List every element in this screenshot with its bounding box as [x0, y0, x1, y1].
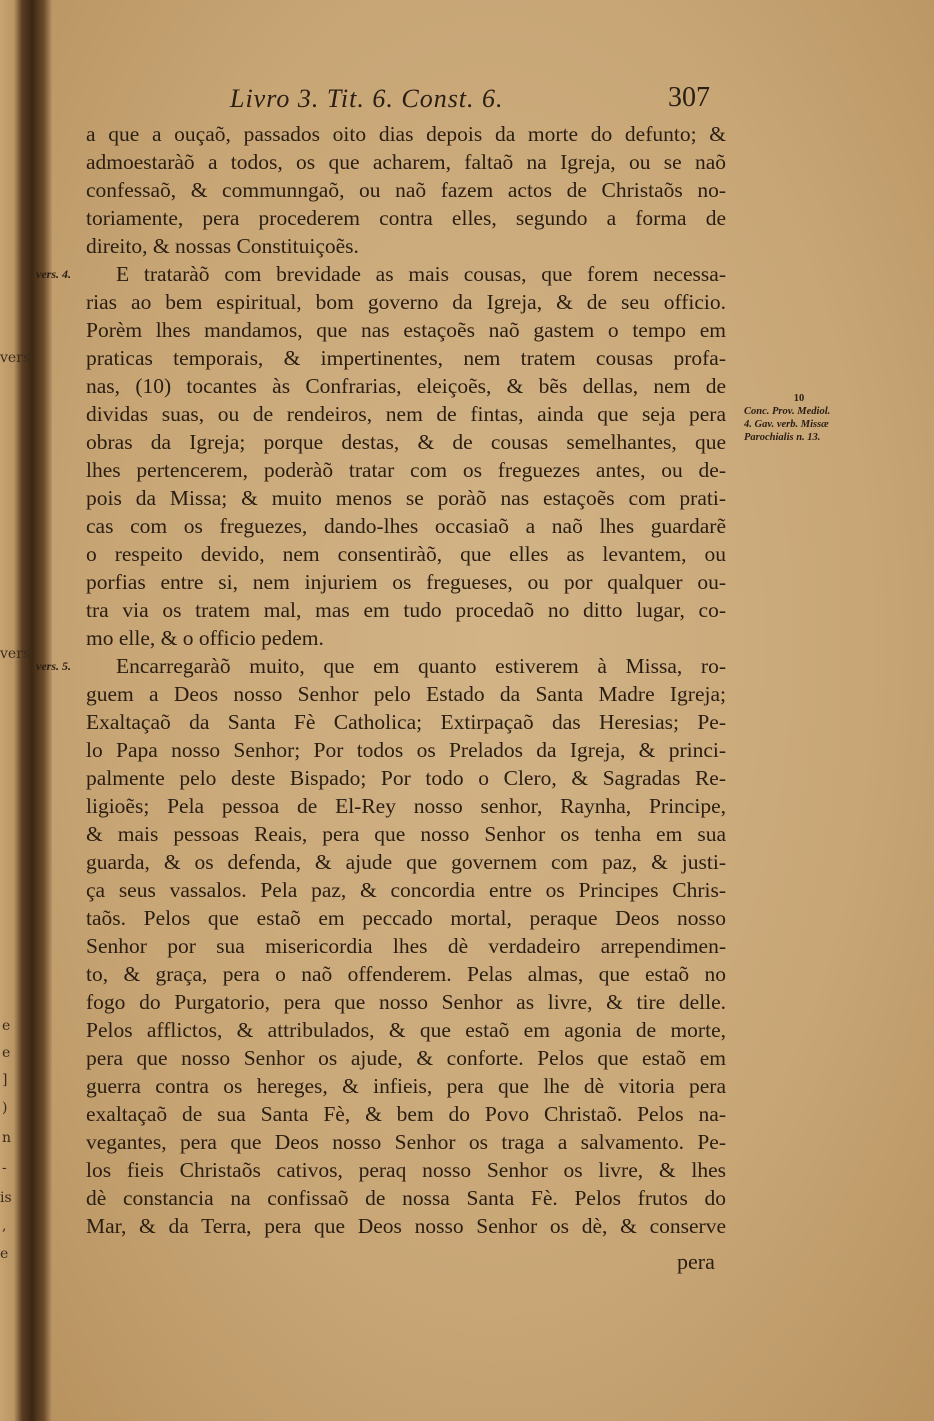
text-line: guarda, & os defenda, & ajude que governem com paz, & justi- — [86, 850, 726, 874]
text-line: mo elle, & o officio pedem. — [86, 626, 324, 650]
left-page-fragment: vers. — [0, 646, 35, 662]
text-line: guem a Deos nosso Senhor pelo Estado da Santa Madre Igreja; — [86, 682, 726, 706]
text-line: taõs. Pelos que estaõ em peccado mortal, peraque Deos nosso — [86, 906, 726, 930]
verse-mark: vers. 5. — [36, 659, 71, 673]
text-line: Porèm lhes mandamos, que nas estaçoẽs naõ gastem o tempo em — [86, 318, 726, 342]
text-line: admoestaràõ a todos, os que acharem, faltaõ na Igreja, ou se naõ — [86, 150, 726, 174]
text-line: confessaõ, & communngaõ, ou naõ fazem actos de Christaõs no- — [86, 178, 726, 202]
catchword: pera — [677, 1249, 715, 1274]
note-line: Parochialis n. 13. — [744, 432, 821, 443]
text-line: vegantes, pera que Deos nosso Senhor os traga a salvamento. Pe- — [86, 1130, 726, 1154]
left-page-fragment: , — [2, 1218, 7, 1234]
text-block — [86, 120, 726, 1240]
text-line: Exaltaçaõ da Santa Fè Catholica; Extirpaçaõ das Heresias; Pe- — [86, 710, 726, 734]
text-line: nas, (10) tocantes às Confrarias, eleiçoẽs, & bẽs dellas, nem de — [86, 374, 726, 398]
text-line: dè constancia na confissaõ de nossa Santa Fè. Pelos frutos do — [86, 1186, 726, 1210]
text-line: cas com os freguezes, dando-lhes occasiaõ a naõ lhes guardarẽ — [86, 514, 726, 538]
text-line: praticas temporais, & impertinentes, nem tratem cousas profa- — [86, 346, 726, 370]
left-page-fragment: - — [2, 1160, 7, 1176]
text-line: lo Papa nosso Senhor; Por todos os Prelados da Igreja, & princi- — [86, 738, 726, 762]
text-line: obras da Igreja; porque destas, & de cousas semelhantes, que — [86, 430, 726, 454]
text-line: pera que nosso Senhor os ajude, & conforte. Pelos que estaõ em — [86, 1046, 726, 1070]
text-line: Encarregaràõ muito, que em quanto estiverem à Missa, ro- — [116, 654, 726, 678]
left-page-fragment: ) — [2, 1100, 8, 1116]
left-page-fragment: vers. — [0, 350, 35, 366]
left-page-fragment: ] — [2, 1072, 8, 1088]
text-line: ligioẽs; Pela pessoa de El-Rey nosso senhor, Raynha, Principe, — [86, 794, 726, 818]
text-line: o respeito devido, nem consentiràõ, que elles as levantem, ou — [86, 542, 726, 566]
text-line: los fieis Christaõs cativos, peraq nosso Senhor os livre, & lhes — [86, 1158, 726, 1182]
text-line: exaltaçaõ de sua Santa Fè, & bem do Povo Christaõ. Pelos na- — [86, 1102, 726, 1126]
text-line: pois da Missa; & muito menos se poràõ nas estaçoẽs com prati- — [86, 486, 726, 510]
note-number: 10 — [793, 393, 805, 404]
text-line: a que a ouçaõ, passados oito dias depois da morte do defunto; & — [86, 122, 726, 146]
page-number: 307 — [668, 82, 710, 113]
text-line: Pelos afflictos, & attribulados, & que estaõ em agonia de morte, — [86, 1018, 726, 1042]
text-line: guerra contra os hereges, & infieis, pera que lhe dè vitoria pera — [86, 1074, 726, 1098]
margin-note — [744, 392, 854, 444]
running-title: Livro 3. Tit. 6. Const. 6. — [230, 84, 504, 113]
text-line: direito, & nossas Constituiçoẽs. — [86, 234, 359, 258]
text-line: E trataràõ com brevidade as mais cousas, que forem necessa- — [116, 262, 726, 286]
text-line: tra via os tratem mal, mas em tudo procedaõ no ditto lugar, co- — [86, 598, 726, 622]
text-line: & mais pessoas Reais, pera que nosso Senhor os tenha em sua — [86, 822, 726, 846]
text-line: lhes pertencerem, poderàõ tratar com os freguezes antes, ou de- — [86, 458, 726, 482]
note-line: Conc. Prov. Mediol. — [744, 406, 831, 417]
text-line: rias ao bem espiritual, bom governo da Igreja, & de seu officio. — [86, 290, 726, 314]
text-line: fogo do Purgatorio, pera que nosso Senhor as livre, & tire delle. — [86, 990, 726, 1014]
text-line: Senhor por sua misericordia lhes dè verdadeiro arrependimen- — [86, 934, 726, 958]
left-page-fragment: e — [2, 1018, 11, 1034]
text-line: dividas suas, ou de rendeiros, nem de fintas, ainda que seja pera — [86, 402, 726, 426]
text-line: toriamente, pera procederem contra elles, segundo a forma de — [86, 206, 726, 230]
left-page-fragment: is — [0, 1190, 12, 1206]
left-page-fragment: e — [2, 1045, 11, 1061]
text-line: Mar, & da Terra, pera que Deos nosso Senhor os dè, & conserve — [86, 1214, 726, 1238]
text-line: palmente pelo deste Bispado; Por todo o Clero, & Sagradas Re- — [86, 766, 726, 790]
adjacent-page-edge — [0, 0, 52, 1421]
text-line: porfias entre si, nem injuriem os fregueses, ou por qualquer ou- — [86, 570, 726, 594]
text-line: ça seus vassalos. Pela paz, & concordia entre os Principes Chris- — [86, 878, 726, 902]
note-line: 4. Gav. verb. Missæ — [744, 419, 829, 430]
left-page-fragment: e — [0, 1246, 9, 1262]
left-page-fragment: n — [2, 1130, 12, 1146]
text-line: to, & graça, pera o naõ offenderem. Pelas almas, que estaõ no — [86, 962, 726, 986]
verse-mark: vers. 4. — [36, 267, 71, 281]
